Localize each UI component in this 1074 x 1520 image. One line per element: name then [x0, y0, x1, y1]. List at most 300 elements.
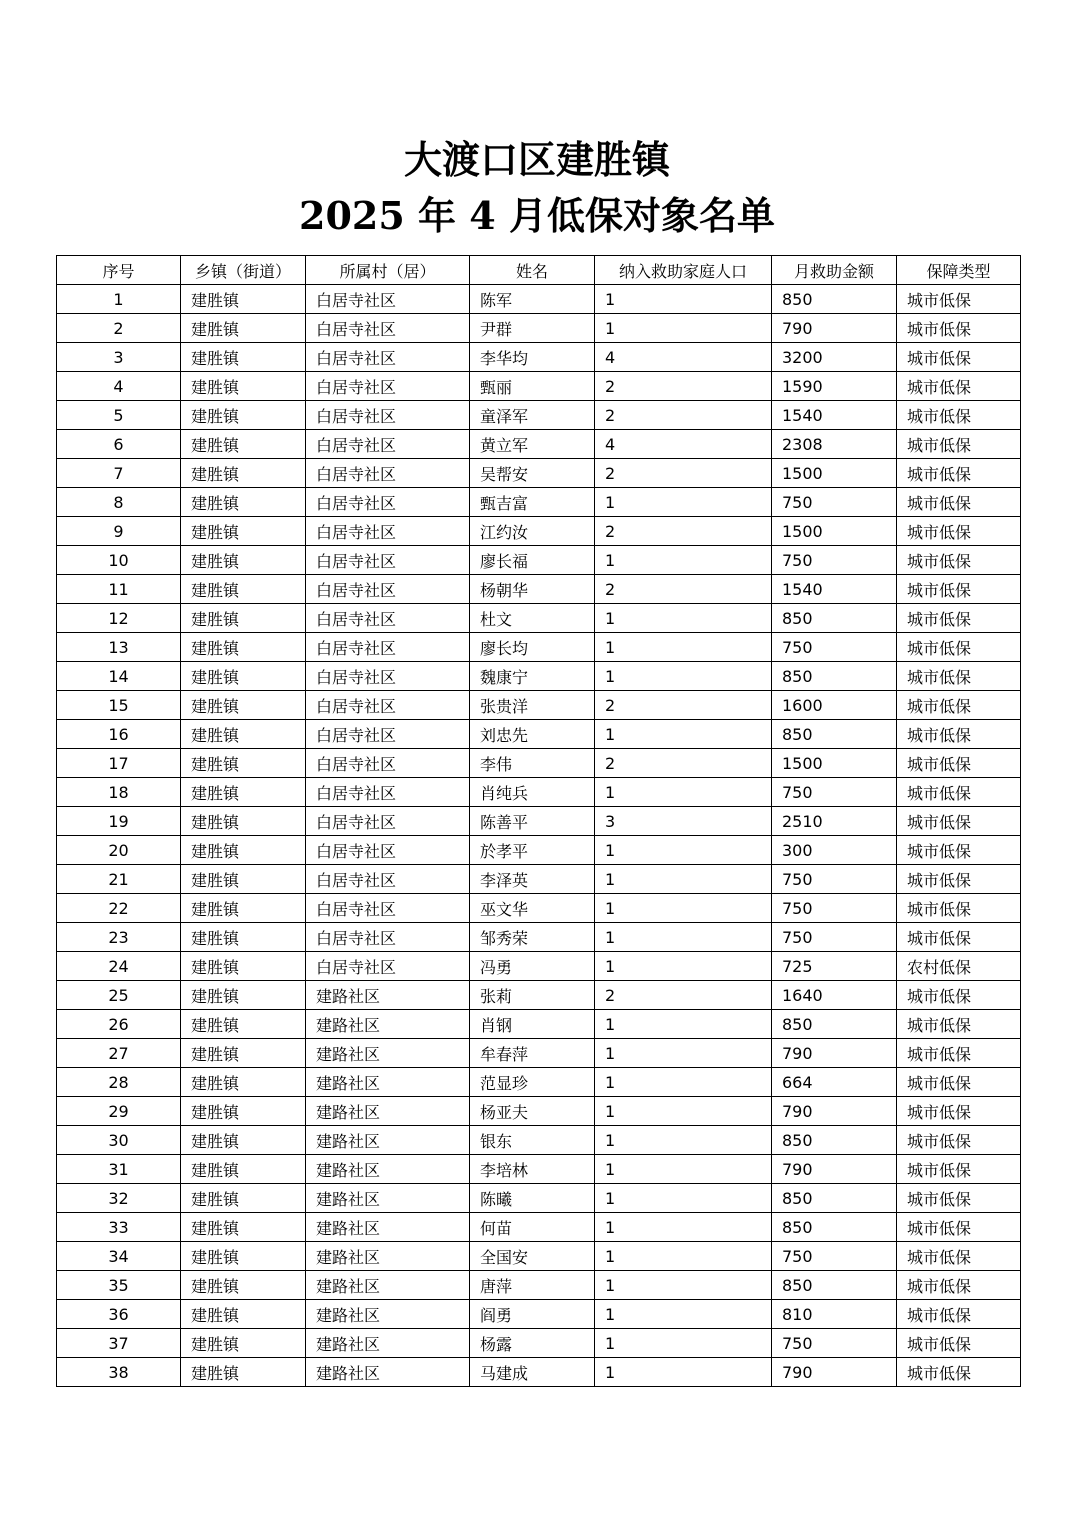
cell-seq: 13	[57, 633, 181, 662]
cell-community: 白居寺社区	[306, 923, 470, 952]
cell-assistance-type: 城市低保	[897, 575, 1021, 604]
cell-name: 何苗	[470, 1213, 595, 1242]
cell-monthly-amount: 850	[772, 1184, 897, 1213]
cell-community: 建路社区	[306, 981, 470, 1010]
cell-community: 白居寺社区	[306, 662, 470, 691]
table-row	[57, 488, 1021, 517]
cell-assistance-type: 城市低保	[897, 488, 1021, 517]
cell-monthly-amount: 2510	[772, 807, 897, 836]
cell-community: 白居寺社区	[306, 372, 470, 401]
cell-town: 建胜镇	[181, 488, 306, 517]
cell-household-size: 2	[595, 981, 772, 1010]
cell-town: 建胜镇	[181, 430, 306, 459]
cell-household-size: 1	[595, 314, 772, 343]
cell-name: 甄吉富	[470, 488, 595, 517]
cell-monthly-amount: 850	[772, 1126, 897, 1155]
cell-assistance-type: 城市低保	[897, 459, 1021, 488]
cell-name: 魏康宁	[470, 662, 595, 691]
cell-seq: 23	[57, 923, 181, 952]
cell-town: 建胜镇	[181, 894, 306, 923]
cell-town: 建胜镇	[181, 401, 306, 430]
cell-seq: 2	[57, 314, 181, 343]
cell-household-size: 4	[595, 430, 772, 459]
cell-assistance-type: 城市低保	[897, 1300, 1021, 1329]
cell-name: 江约汝	[470, 517, 595, 546]
cell-seq: 29	[57, 1097, 181, 1126]
cell-assistance-type: 城市低保	[897, 1155, 1021, 1184]
cell-seq: 38	[57, 1358, 181, 1387]
cell-seq: 16	[57, 720, 181, 749]
cell-household-size: 1	[595, 633, 772, 662]
cell-monthly-amount: 1540	[772, 575, 897, 604]
cell-household-size: 3	[595, 807, 772, 836]
cell-community: 建路社区	[306, 1358, 470, 1387]
cell-assistance-type: 城市低保	[897, 1039, 1021, 1068]
cell-assistance-type: 城市低保	[897, 1329, 1021, 1358]
cell-household-size: 1	[595, 488, 772, 517]
cell-seq: 28	[57, 1068, 181, 1097]
cell-community: 建路社区	[306, 1300, 470, 1329]
cell-town: 建胜镇	[181, 1010, 306, 1039]
table-row	[57, 1010, 1021, 1039]
table-row	[57, 981, 1021, 1010]
cell-community: 白居寺社区	[306, 894, 470, 923]
cell-assistance-type: 城市低保	[897, 720, 1021, 749]
cell-town: 建胜镇	[181, 575, 306, 604]
cell-community: 建路社区	[306, 1039, 470, 1068]
cell-household-size: 1	[595, 720, 772, 749]
cell-name: 廖长福	[470, 546, 595, 575]
header-town: 乡镇（街道）	[181, 256, 306, 285]
table-row	[57, 1126, 1021, 1155]
cell-monthly-amount: 2308	[772, 430, 897, 459]
cell-assistance-type: 城市低保	[897, 546, 1021, 575]
cell-town: 建胜镇	[181, 1300, 306, 1329]
cell-monthly-amount: 750	[772, 1242, 897, 1271]
cell-name: 肖纯兵	[470, 778, 595, 807]
cell-monthly-amount: 810	[772, 1300, 897, 1329]
table-row	[57, 720, 1021, 749]
cell-community: 白居寺社区	[306, 807, 470, 836]
cell-household-size: 2	[595, 372, 772, 401]
cell-assistance-type: 城市低保	[897, 807, 1021, 836]
cell-assistance-type: 城市低保	[897, 285, 1021, 314]
cell-community: 建路社区	[306, 1213, 470, 1242]
cell-community: 建路社区	[306, 1184, 470, 1213]
cell-household-size: 1	[595, 865, 772, 894]
table-row	[57, 923, 1021, 952]
cell-name: 邹秀荣	[470, 923, 595, 952]
table-row	[57, 778, 1021, 807]
cell-town: 建胜镇	[181, 343, 306, 372]
cell-monthly-amount: 1590	[772, 372, 897, 401]
cell-household-size: 1	[595, 1126, 772, 1155]
cell-community: 白居寺社区	[306, 401, 470, 430]
cell-town: 建胜镇	[181, 1213, 306, 1242]
cell-community: 白居寺社区	[306, 314, 470, 343]
cell-assistance-type: 城市低保	[897, 314, 1021, 343]
table-row	[57, 1068, 1021, 1097]
table-row	[57, 894, 1021, 923]
cell-seq: 20	[57, 836, 181, 865]
table-row	[57, 575, 1021, 604]
cell-town: 建胜镇	[181, 1329, 306, 1358]
cell-household-size: 4	[595, 343, 772, 372]
cell-monthly-amount: 1600	[772, 691, 897, 720]
cell-town: 建胜镇	[181, 633, 306, 662]
cell-seq: 26	[57, 1010, 181, 1039]
cell-household-size: 1	[595, 285, 772, 314]
table-row	[57, 836, 1021, 865]
cell-name: 阎勇	[470, 1300, 595, 1329]
cell-seq: 24	[57, 952, 181, 981]
cell-monthly-amount: 1640	[772, 981, 897, 1010]
cell-name: 张莉	[470, 981, 595, 1010]
cell-town: 建胜镇	[181, 836, 306, 865]
cell-assistance-type: 城市低保	[897, 1271, 1021, 1300]
header-name: 姓名	[470, 256, 595, 285]
cell-seq: 30	[57, 1126, 181, 1155]
cell-town: 建胜镇	[181, 662, 306, 691]
cell-monthly-amount: 750	[772, 633, 897, 662]
cell-community: 白居寺社区	[306, 285, 470, 314]
cell-seq: 32	[57, 1184, 181, 1213]
cell-name: 马建成	[470, 1358, 595, 1387]
cell-name: 唐萍	[470, 1271, 595, 1300]
cell-name: 廖长均	[470, 633, 595, 662]
cell-town: 建胜镇	[181, 1358, 306, 1387]
cell-household-size: 2	[595, 749, 772, 778]
cell-community: 建路社区	[306, 1097, 470, 1126]
cell-assistance-type: 城市低保	[897, 691, 1021, 720]
cell-seq: 35	[57, 1271, 181, 1300]
cell-assistance-type: 城市低保	[897, 343, 1021, 372]
table-row	[57, 372, 1021, 401]
cell-monthly-amount: 1540	[772, 401, 897, 430]
cell-household-size: 1	[595, 662, 772, 691]
cell-name: 全国安	[470, 1242, 595, 1271]
cell-town: 建胜镇	[181, 981, 306, 1010]
cell-community: 建路社区	[306, 1126, 470, 1155]
cell-name: 杨朝华	[470, 575, 595, 604]
cell-monthly-amount: 750	[772, 1329, 897, 1358]
cell-assistance-type: 城市低保	[897, 401, 1021, 430]
cell-monthly-amount: 300	[772, 836, 897, 865]
cell-assistance-type: 城市低保	[897, 1097, 1021, 1126]
cell-assistance-type: 城市低保	[897, 778, 1021, 807]
cell-town: 建胜镇	[181, 1039, 306, 1068]
cell-community: 白居寺社区	[306, 575, 470, 604]
cell-monthly-amount: 750	[772, 865, 897, 894]
table-body	[57, 285, 1021, 1387]
cell-household-size: 1	[595, 894, 772, 923]
cell-seq: 15	[57, 691, 181, 720]
table-row	[57, 430, 1021, 459]
cell-community: 建路社区	[306, 1068, 470, 1097]
cell-household-size: 1	[595, 1358, 772, 1387]
cell-household-size: 2	[595, 691, 772, 720]
cell-household-size: 1	[595, 1184, 772, 1213]
cell-community: 建路社区	[306, 1155, 470, 1184]
cell-monthly-amount: 850	[772, 1271, 897, 1300]
cell-assistance-type: 城市低保	[897, 604, 1021, 633]
cell-household-size: 1	[595, 836, 772, 865]
cell-monthly-amount: 850	[772, 720, 897, 749]
cell-seq: 33	[57, 1213, 181, 1242]
cell-name: 杜文	[470, 604, 595, 633]
cell-household-size: 2	[595, 459, 772, 488]
cell-seq: 36	[57, 1300, 181, 1329]
cell-town: 建胜镇	[181, 720, 306, 749]
cell-monthly-amount: 850	[772, 662, 897, 691]
cell-assistance-type: 城市低保	[897, 1184, 1021, 1213]
cell-monthly-amount: 850	[772, 285, 897, 314]
cell-town: 建胜镇	[181, 1126, 306, 1155]
cell-name: 陈军	[470, 285, 595, 314]
cell-assistance-type: 城市低保	[897, 1358, 1021, 1387]
cell-name: 於孝平	[470, 836, 595, 865]
cell-name: 陈善平	[470, 807, 595, 836]
cell-household-size: 1	[595, 1213, 772, 1242]
table-row	[57, 633, 1021, 662]
table-row	[57, 1242, 1021, 1271]
table-header-row	[57, 256, 1021, 285]
cell-assistance-type: 城市低保	[897, 749, 1021, 778]
cell-monthly-amount: 1500	[772, 459, 897, 488]
cell-seq: 5	[57, 401, 181, 430]
cell-name: 童泽军	[470, 401, 595, 430]
cell-household-size: 1	[595, 1242, 772, 1271]
table-row	[57, 1271, 1021, 1300]
table-row	[57, 546, 1021, 575]
cell-seq: 27	[57, 1039, 181, 1068]
table-row	[57, 1213, 1021, 1242]
table-row	[57, 343, 1021, 372]
cell-monthly-amount: 750	[772, 923, 897, 952]
cell-household-size: 1	[595, 546, 772, 575]
cell-seq: 9	[57, 517, 181, 546]
cell-community: 白居寺社区	[306, 836, 470, 865]
cell-monthly-amount: 750	[772, 488, 897, 517]
cell-name: 张贵洋	[470, 691, 595, 720]
cell-name: 杨露	[470, 1329, 595, 1358]
table-row	[57, 1184, 1021, 1213]
cell-town: 建胜镇	[181, 1271, 306, 1300]
cell-name: 李华均	[470, 343, 595, 372]
header-community: 所属村（居）	[306, 256, 470, 285]
cell-assistance-type: 城市低保	[897, 633, 1021, 662]
cell-town: 建胜镇	[181, 952, 306, 981]
cell-name: 吴帮安	[470, 459, 595, 488]
cell-community: 白居寺社区	[306, 778, 470, 807]
cell-town: 建胜镇	[181, 778, 306, 807]
cell-name: 牟春萍	[470, 1039, 595, 1068]
cell-community: 白居寺社区	[306, 517, 470, 546]
cell-monthly-amount: 790	[772, 1039, 897, 1068]
cell-seq: 17	[57, 749, 181, 778]
cell-seq: 1	[57, 285, 181, 314]
table-row	[57, 691, 1021, 720]
header-monthly-amount: 月救助金额	[772, 256, 897, 285]
cell-town: 建胜镇	[181, 865, 306, 894]
cell-monthly-amount: 1500	[772, 517, 897, 546]
cell-household-size: 1	[595, 1271, 772, 1300]
cell-town: 建胜镇	[181, 285, 306, 314]
table-row	[57, 1155, 1021, 1184]
table-row	[57, 1039, 1021, 1068]
cell-monthly-amount: 1500	[772, 749, 897, 778]
cell-assistance-type: 城市低保	[897, 1242, 1021, 1271]
cell-household-size: 2	[595, 575, 772, 604]
cell-community: 白居寺社区	[306, 691, 470, 720]
cell-community: 建路社区	[306, 1329, 470, 1358]
cell-monthly-amount: 850	[772, 604, 897, 633]
header-assistance-type: 保障类型	[897, 256, 1021, 285]
cell-name: 李伟	[470, 749, 595, 778]
cell-monthly-amount: 790	[772, 314, 897, 343]
cell-monthly-amount: 850	[772, 1213, 897, 1242]
cell-name: 冯勇	[470, 952, 595, 981]
cell-community: 白居寺社区	[306, 343, 470, 372]
cell-town: 建胜镇	[181, 372, 306, 401]
cell-town: 建胜镇	[181, 691, 306, 720]
cell-name: 肖钢	[470, 1010, 595, 1039]
cell-community: 白居寺社区	[306, 720, 470, 749]
cell-seq: 10	[57, 546, 181, 575]
table-row	[57, 662, 1021, 691]
cell-town: 建胜镇	[181, 1242, 306, 1271]
cell-seq: 25	[57, 981, 181, 1010]
cell-household-size: 1	[595, 1097, 772, 1126]
cell-name: 黄立军	[470, 430, 595, 459]
cell-town: 建胜镇	[181, 749, 306, 778]
cell-household-size: 1	[595, 1068, 772, 1097]
table-row	[57, 459, 1021, 488]
table-row	[57, 952, 1021, 981]
cell-assistance-type: 城市低保	[897, 865, 1021, 894]
cell-household-size: 1	[595, 604, 772, 633]
table-row	[57, 749, 1021, 778]
cell-seq: 8	[57, 488, 181, 517]
cell-household-size: 2	[595, 401, 772, 430]
cell-name: 李培林	[470, 1155, 595, 1184]
cell-monthly-amount: 790	[772, 1097, 897, 1126]
cell-name: 刘忠先	[470, 720, 595, 749]
table-row	[57, 604, 1021, 633]
cell-household-size: 1	[595, 1329, 772, 1358]
cell-community: 白居寺社区	[306, 865, 470, 894]
cell-assistance-type: 城市低保	[897, 372, 1021, 401]
table-row	[57, 1329, 1021, 1358]
cell-town: 建胜镇	[181, 1184, 306, 1213]
table-row	[57, 314, 1021, 343]
table-row	[57, 1358, 1021, 1387]
cell-household-size: 2	[595, 517, 772, 546]
cell-assistance-type: 城市低保	[897, 1010, 1021, 1039]
cell-name: 尹群	[470, 314, 595, 343]
cell-assistance-type: 城市低保	[897, 517, 1021, 546]
cell-seq: 37	[57, 1329, 181, 1358]
cell-community: 白居寺社区	[306, 749, 470, 778]
table-row	[57, 807, 1021, 836]
cell-community: 白居寺社区	[306, 488, 470, 517]
cell-community: 白居寺社区	[306, 952, 470, 981]
cell-seq: 14	[57, 662, 181, 691]
table-row	[57, 401, 1021, 430]
header-seq: 序号	[57, 256, 181, 285]
cell-seq: 34	[57, 1242, 181, 1271]
cell-community: 白居寺社区	[306, 604, 470, 633]
cell-monthly-amount: 664	[772, 1068, 897, 1097]
cell-monthly-amount: 3200	[772, 343, 897, 372]
cell-name: 李泽英	[470, 865, 595, 894]
cell-town: 建胜镇	[181, 604, 306, 633]
cell-monthly-amount: 790	[772, 1358, 897, 1387]
cell-assistance-type: 城市低保	[897, 1213, 1021, 1242]
cell-seq: 22	[57, 894, 181, 923]
cell-town: 建胜镇	[181, 459, 306, 488]
cell-seq: 21	[57, 865, 181, 894]
cell-town: 建胜镇	[181, 546, 306, 575]
cell-name: 陈曦	[470, 1184, 595, 1213]
cell-assistance-type: 城市低保	[897, 836, 1021, 865]
cell-seq: 3	[57, 343, 181, 372]
cell-community: 建路社区	[306, 1010, 470, 1039]
cell-seq: 4	[57, 372, 181, 401]
cell-monthly-amount: 750	[772, 546, 897, 575]
cell-monthly-amount: 850	[772, 1010, 897, 1039]
cell-town: 建胜镇	[181, 807, 306, 836]
cell-name: 范显珍	[470, 1068, 595, 1097]
cell-town: 建胜镇	[181, 923, 306, 952]
table-row	[57, 1300, 1021, 1329]
cell-household-size: 1	[595, 1010, 772, 1039]
cell-household-size: 1	[595, 778, 772, 807]
table-row	[57, 285, 1021, 314]
cell-community: 建路社区	[306, 1271, 470, 1300]
cell-seq: 6	[57, 430, 181, 459]
document-title	[0, 132, 1074, 244]
cell-assistance-type: 城市低保	[897, 662, 1021, 691]
cell-assistance-type: 城市低保	[897, 430, 1021, 459]
table-row	[57, 517, 1021, 546]
cell-community: 建路社区	[306, 1242, 470, 1271]
title-line-1: 大渡口区建胜镇	[403, 137, 670, 182]
cell-name: 杨亚夫	[470, 1097, 595, 1126]
cell-seq: 12	[57, 604, 181, 633]
cell-household-size: 1	[595, 1039, 772, 1068]
cell-seq: 19	[57, 807, 181, 836]
cell-household-size: 1	[595, 952, 772, 981]
cell-assistance-type: 农村低保	[897, 952, 1021, 981]
table-row	[57, 865, 1021, 894]
cell-community: 白居寺社区	[306, 633, 470, 662]
table-row	[57, 1097, 1021, 1126]
cell-town: 建胜镇	[181, 314, 306, 343]
cell-seq: 7	[57, 459, 181, 488]
cell-household-size: 1	[595, 1300, 772, 1329]
cell-assistance-type: 城市低保	[897, 923, 1021, 952]
cell-name: 银东	[470, 1126, 595, 1155]
title-line-2: 2025 年 4 月低保对象名单	[299, 193, 775, 238]
cell-town: 建胜镇	[181, 1068, 306, 1097]
cell-seq: 31	[57, 1155, 181, 1184]
cell-seq: 11	[57, 575, 181, 604]
cell-assistance-type: 城市低保	[897, 981, 1021, 1010]
cell-community: 白居寺社区	[306, 459, 470, 488]
recipient-table	[56, 255, 1021, 1387]
cell-assistance-type: 城市低保	[897, 1068, 1021, 1097]
